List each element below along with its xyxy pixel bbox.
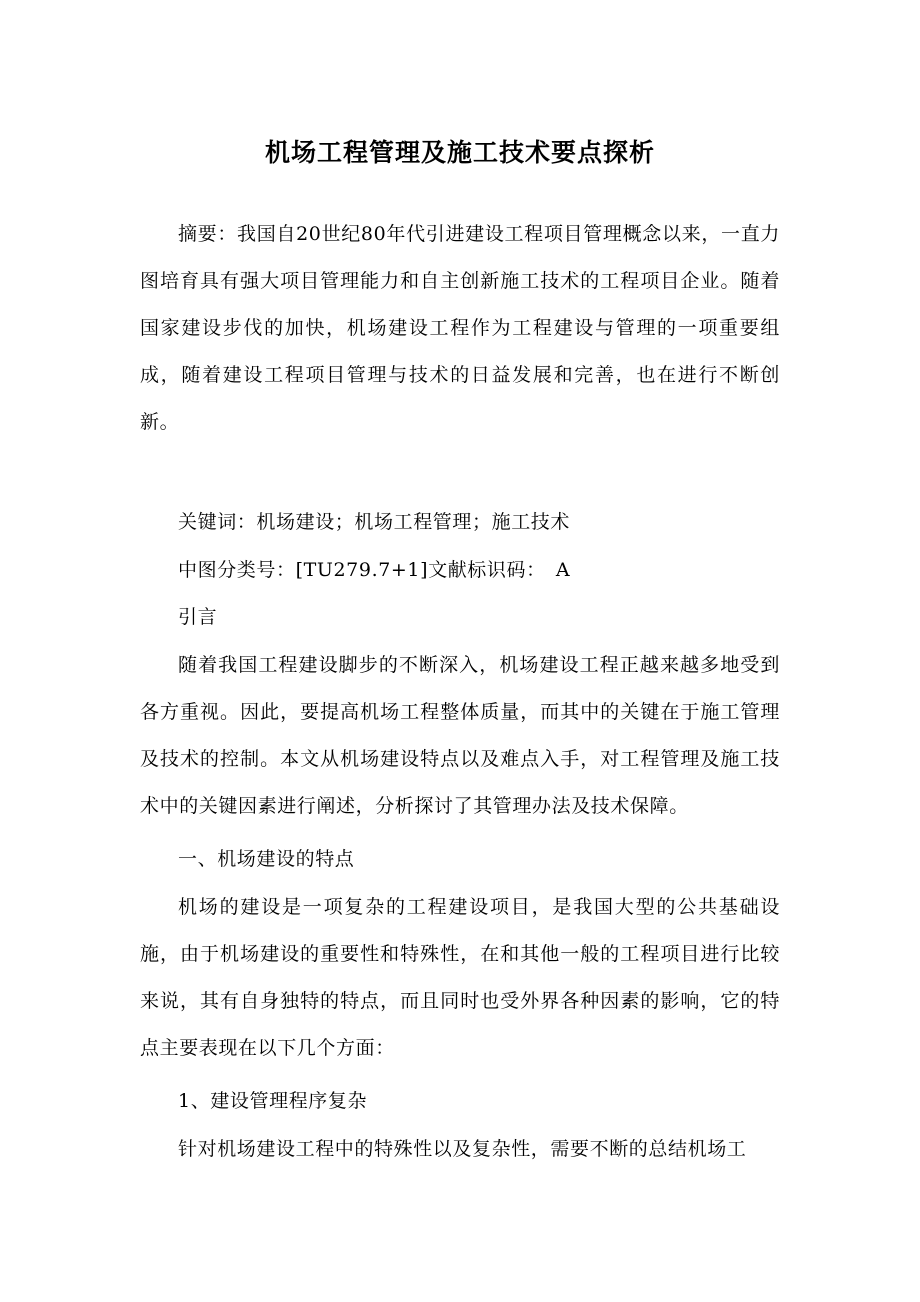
document-title: 机场工程管理及施工技术要点探析 bbox=[264, 137, 655, 167]
section1-heading: 一、机场建设的特点 bbox=[178, 848, 355, 870]
keywords-line: 关键词：机场建设；机场工程管理；施工技术 bbox=[178, 511, 571, 533]
classification-line: 中图分类号：[TU279.7+1]文献标识码： A bbox=[178, 559, 571, 581]
abstract-paragraph: 摘要：我国自20世纪80年代引进建设工程项目管理概念以来，一直力图培育具有强大项目管理能力和自主创新施工技术的工程项目企业。随着国家建设步伐的加快，机场建设工程作为工程建设与管理的一项重要组成，随着建设工程项目管理与技术的日益发展和完善，也在进行不断创新。 bbox=[140, 223, 780, 433]
section1-paragraph: 机场的建设是一项复杂的工程建设项目，是我国大型的公共基础设施，由于机场建设的重要性和特殊性，在和其他一般的工程项目进行比较来说，其有自身独特的特点，而且同时也受外界各种因素的影响，它的特点主要表现在以下几个方面： bbox=[140, 896, 780, 1059]
intro-heading: 引言 bbox=[178, 606, 218, 628]
subsection1-heading: 1、建设管理程序复杂 bbox=[178, 1090, 368, 1112]
intro-paragraph: 随着我国工程建设脚步的不断深入，机场建设工程正越来越多地受到各方重视。因此，要提高机场工程整体质量，而其中的关键在于施工管理及技术的控制。本文从机场建设特点以及难点入手，对工程管理及施工技术中的关键因素进行阐述，分析探讨了其管理办法及技术保障。 bbox=[140, 654, 780, 817]
subsection1-paragraph: 针对机场建设工程中的特殊性以及复杂性，需要不断的总结机场工 bbox=[178, 1138, 747, 1160]
